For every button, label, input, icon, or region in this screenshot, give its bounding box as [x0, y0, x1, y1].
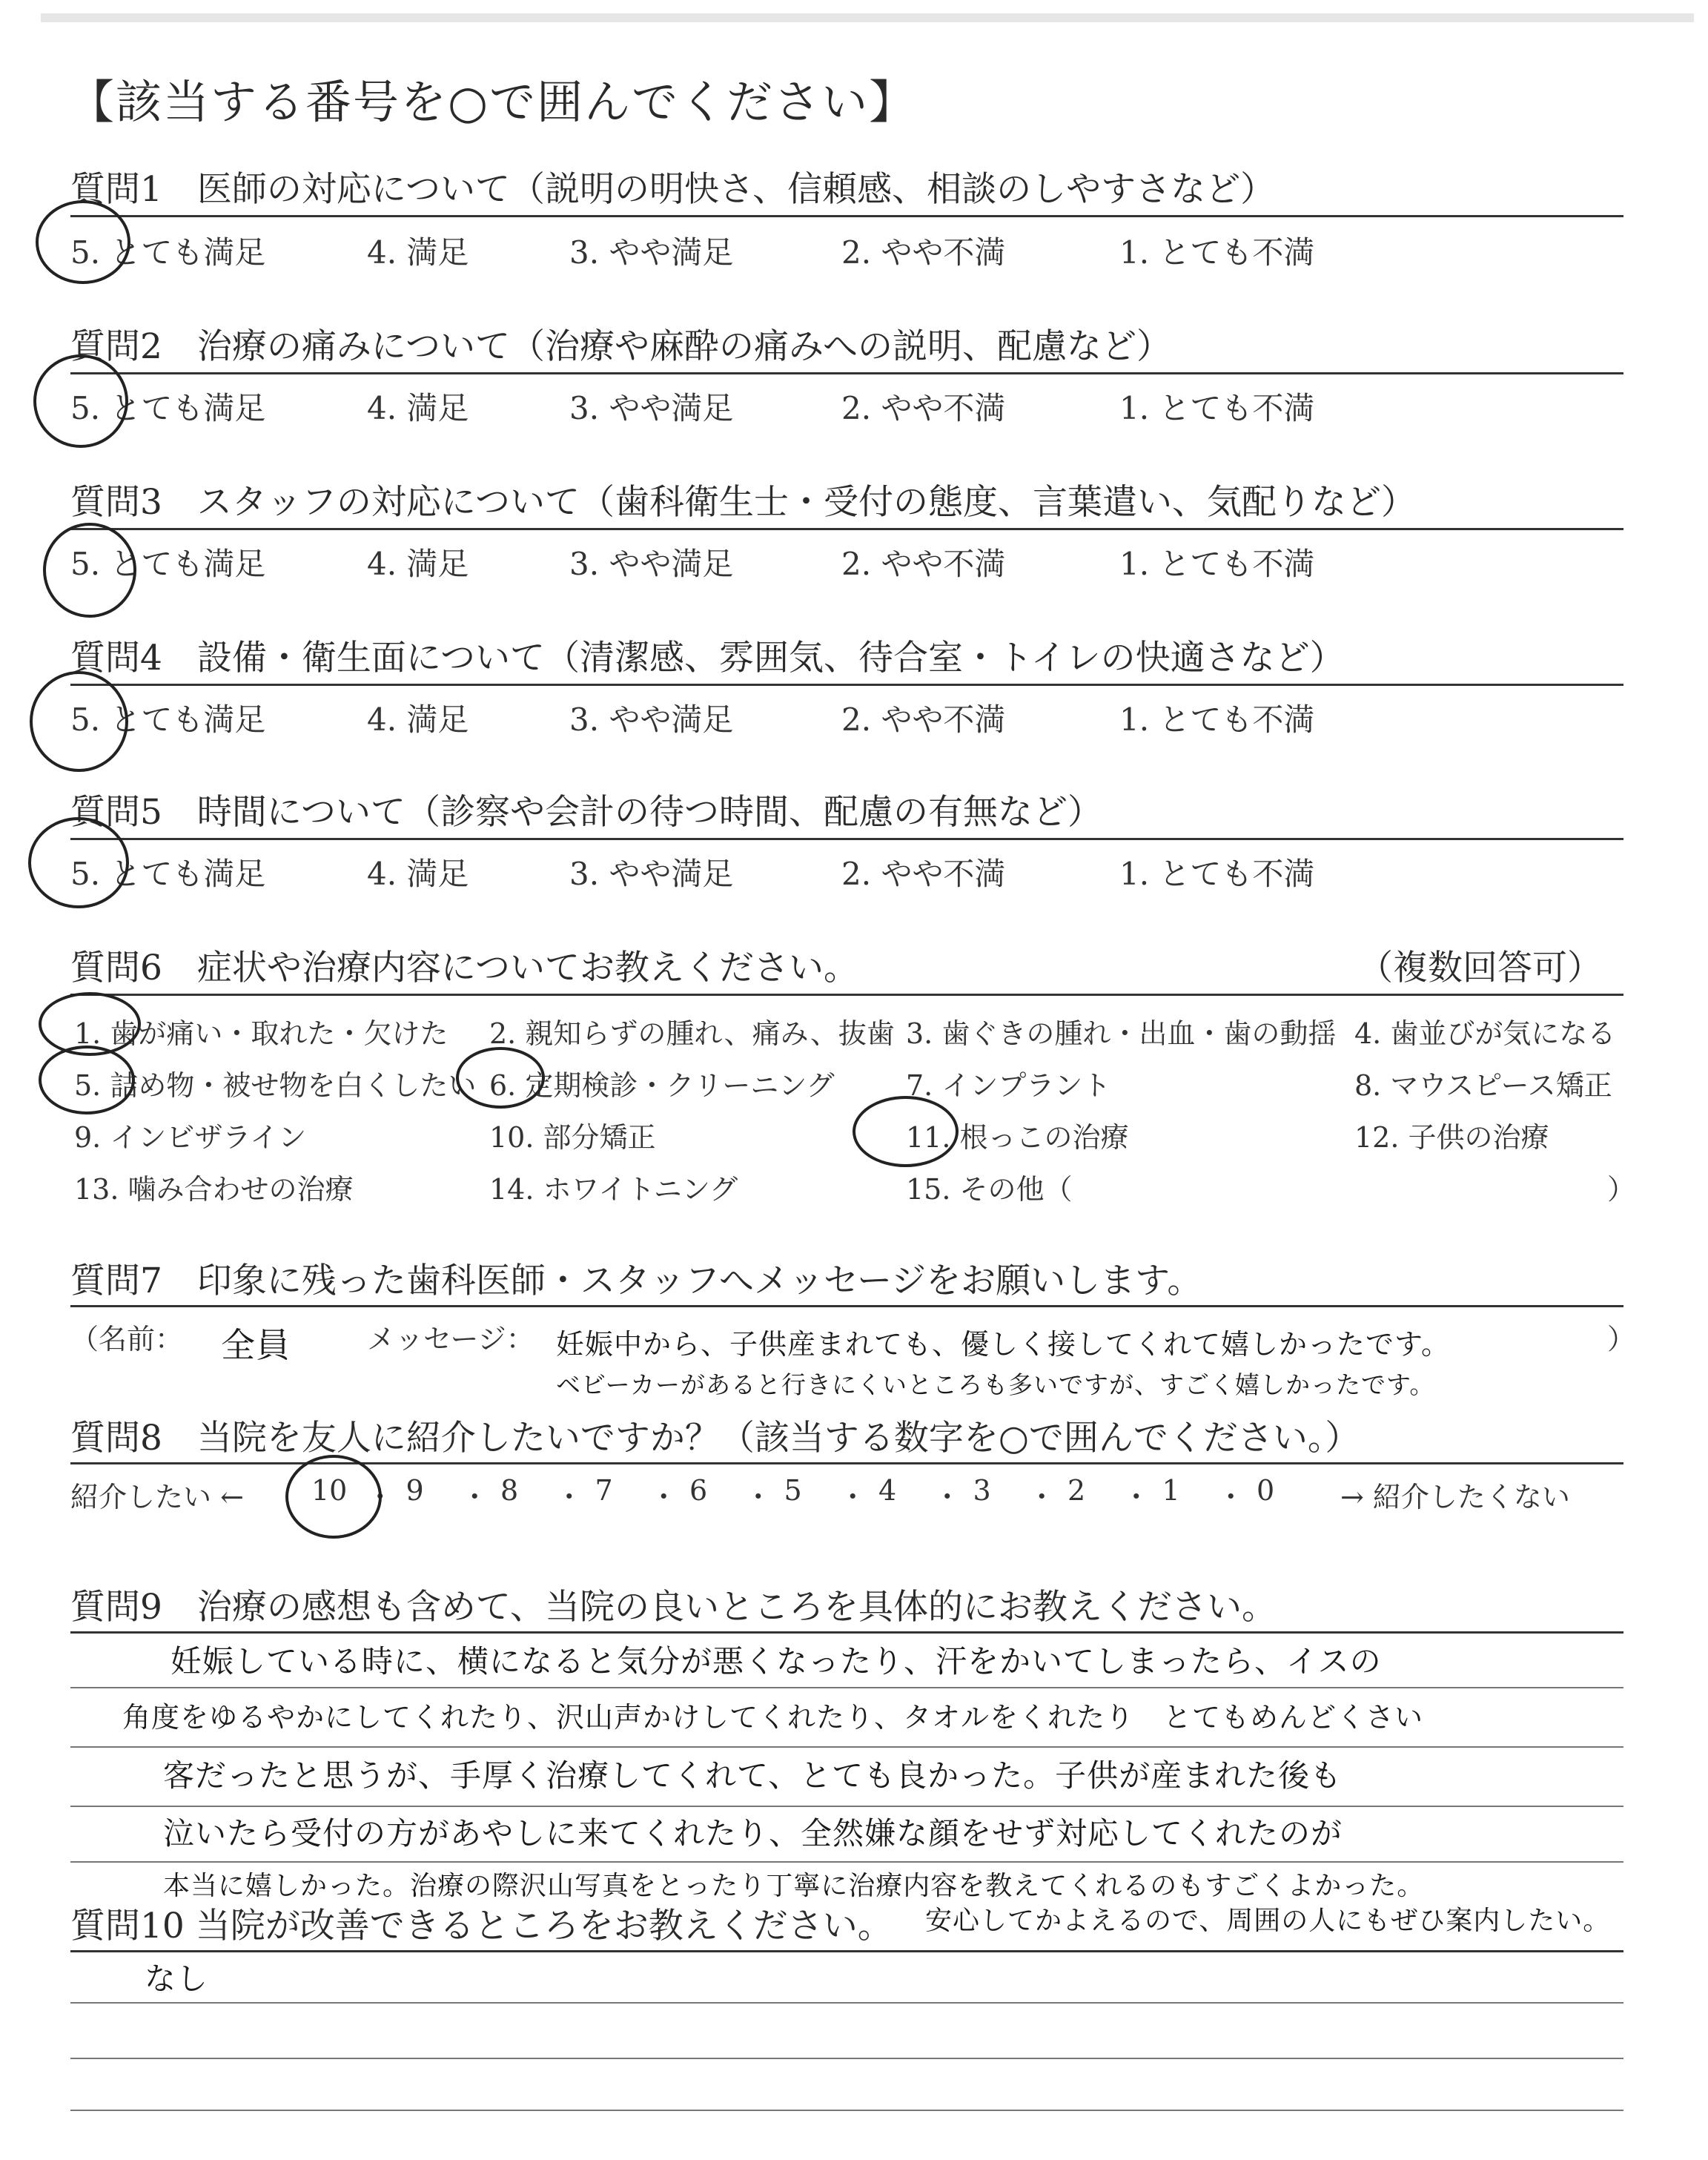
q4-option-4[interactable]: 4. 満足 — [367, 701, 469, 738]
q1-rule — [70, 215, 1623, 217]
q2-option-2[interactable]: 2. やや不満 — [841, 390, 1006, 426]
q3-option-1[interactable]: 1. とても不満 — [1119, 546, 1315, 582]
q5-option-5[interactable]: 5. とても満足 — [70, 856, 266, 892]
q9-answer-line-5[interactable]: 本当に嬉しかった。治療の際沢山写真をとったり丁寧に治療内容を教えてくれるのもすごくよかった。 — [163, 1871, 1425, 1901]
q10-continued-answer[interactable]: 安心してかよえるので、周囲の人にもぜひ案内したい。 — [925, 1906, 1611, 1936]
q3-option-2[interactable]: 2. やや不満 — [841, 546, 1006, 582]
q8-scale-separator: ・ — [933, 1481, 961, 1513]
q8-scale-separator: ・ — [744, 1481, 772, 1513]
q2-option-1[interactable]: 1. とても不満 — [1119, 390, 1315, 426]
q4-option-1[interactable]: 1. とても不満 — [1119, 701, 1315, 738]
q7-message-label: メッセージ： — [367, 1323, 534, 1355]
q8-scale-number[interactable]: 9 — [406, 1474, 424, 1507]
q5-option-1[interactable]: 1. とても不満 — [1119, 856, 1315, 892]
q2-option-5[interactable]: 5. とても満足 — [70, 390, 266, 426]
q3-option-5[interactable]: 5. とても満足 — [70, 546, 266, 582]
q9-line-1 — [70, 1687, 1623, 1688]
q6-option-10[interactable]: 10. 部分矯正 — [489, 1121, 656, 1154]
q6-option-12[interactable]: 12. 子供の治療 — [1354, 1121, 1549, 1154]
q7-title: 質問7 印象に残った歯科医師・スタッフへメッセージをお願いします。 — [70, 1261, 1202, 1301]
q7-rule — [70, 1305, 1623, 1307]
q7-name-label: （名前： — [70, 1323, 184, 1355]
q6-option-7[interactable]: 7. インプラント — [906, 1069, 1111, 1102]
q6-option-6[interactable]: 6. 定期検診・クリーニング — [489, 1069, 835, 1102]
q8-scale-number[interactable]: 0 — [1257, 1474, 1275, 1507]
q8-scale-separator: ・ — [555, 1481, 583, 1513]
q5-selection-circle — [28, 817, 129, 908]
q1-title: 質問1 医師の対応について（説明の明快さ、信頼感、相談のしやすさなど） — [70, 169, 1276, 210]
q2-selection-circle — [33, 354, 128, 448]
instruction-heading: 【該当する番号を○で囲んでください】 — [68, 75, 917, 129]
q9-line-2 — [70, 1746, 1623, 1748]
q10-answer[interactable]: なし — [145, 1961, 209, 1997]
q4-option-2[interactable]: 2. やや不満 — [841, 701, 1006, 738]
q5-rule — [70, 838, 1623, 840]
q9-answer-line-2[interactable]: 角度をゆるやかにしてくれたり、沢山声かけしてくれたり、タオルをくれたり とてもめんどくさい — [122, 1701, 1424, 1734]
q6-option-3[interactable]: 3. 歯ぐきの腫れ・出血・歯の動揺 — [906, 1017, 1337, 1050]
q7-message-line-2[interactable]: ベビーカーがあると行きにくいところも多いですが、すごく嬉しかったです。 — [556, 1370, 1435, 1399]
q8-scale-number[interactable]: 4 — [878, 1474, 897, 1507]
q6-option-2[interactable]: 2. 親知らずの腫れ、痛み、抜歯 — [489, 1017, 895, 1050]
q10-line-3 — [70, 2110, 1623, 2111]
q6-option-1[interactable]: 1. 歯が痛い・取れた・欠けた — [74, 1017, 448, 1050]
q4-selection-circle — [30, 671, 128, 772]
q8-scale-separator: ・ — [1027, 1481, 1056, 1513]
q5-option-3[interactable]: 3. やや満足 — [569, 856, 734, 892]
q6-option-5-circle — [39, 1046, 135, 1114]
q7-message-line-1[interactable]: 妊娠中から、子供産まれても、優しく接してくれて嬉しかったです。 — [556, 1328, 1450, 1361]
q7-close-paren: ） — [1607, 1323, 1636, 1355]
q8-scale-number[interactable]: 3 — [973, 1474, 991, 1507]
q6-option-4[interactable]: 4. 歯並びが気になる — [1354, 1017, 1616, 1050]
q6-title: 質問6 症状や治療内容についてお教えください。 — [70, 948, 858, 988]
q4-title: 質問4 設備・衛生面について（清潔感、雰囲気、待合室・トイレの快適さなど） — [70, 638, 1345, 678]
q6-multi-answer-note: （複数回答可） — [1358, 948, 1602, 988]
q3-rule — [70, 528, 1623, 530]
q4-option-3[interactable]: 3. やや満足 — [569, 701, 734, 738]
q8-scale-number[interactable]: 10 — [311, 1474, 348, 1507]
q5-title: 質問5 時間について（診察や会計の待つ時間、配慮の有無など） — [70, 792, 1102, 833]
q1-selection-circle — [36, 200, 130, 284]
q8-scale-separator: ・ — [365, 1481, 394, 1513]
q9-line-3 — [70, 1806, 1623, 1807]
q6-option-15-other[interactable]: 15. その他（ — [906, 1173, 1073, 1206]
q5-option-2[interactable]: 2. やや不満 — [841, 856, 1006, 892]
q8-scale-number[interactable]: 1 — [1162, 1474, 1180, 1507]
q3-selection-circle — [43, 523, 136, 618]
q10-rule — [70, 1950, 1623, 1952]
q8-scale-separator: ・ — [1217, 1481, 1245, 1513]
scan-edge — [41, 13, 1694, 22]
q8-scale-separator: ・ — [838, 1481, 867, 1513]
q8-scale-separator: ・ — [1122, 1481, 1151, 1513]
q6-option-11[interactable]: 11. 根っこの治療 — [906, 1121, 1129, 1154]
q10-line-2 — [70, 2058, 1623, 2059]
q4-rule — [70, 684, 1623, 686]
q8-scale-separator: ・ — [460, 1481, 489, 1513]
q2-option-3[interactable]: 3. やや満足 — [569, 390, 734, 426]
q8-right-label: → 紹介したくない — [1340, 1481, 1570, 1513]
q10-line-1 — [70, 2002, 1623, 2004]
q3-option-3[interactable]: 3. やや満足 — [569, 546, 734, 582]
q8-scale-number[interactable]: 8 — [500, 1474, 519, 1507]
q9-answer-line-4[interactable]: 泣いたら受付の方があやしに来てくれたり、全然嫌な顔をせず対応してくれたのが — [163, 1815, 1343, 1852]
q1-option-5[interactable]: 5. とても満足 — [70, 234, 266, 271]
q8-scale-number[interactable]: 5 — [784, 1474, 802, 1507]
q6-other-close-paren: ） — [1607, 1173, 1636, 1206]
q6-option-13[interactable]: 13. 噛み合わせの治療 — [74, 1173, 354, 1206]
q8-title: 質問8 当院を友人に紹介したいですか？（該当する数字を○で囲んでください。） — [70, 1418, 1360, 1459]
q6-option-11-circle — [853, 1096, 959, 1167]
q8-left-label: 紹介したい ← — [70, 1481, 244, 1513]
q6-option-14[interactable]: 14. ホワイトニング — [489, 1173, 738, 1206]
q1-option-2[interactable]: 2. やや不満 — [841, 234, 1006, 271]
q9-answer-line-3[interactable]: 客だったと思うが、手厚く治療してくれて、とても良かった。子供が産まれた後も — [163, 1757, 1343, 1794]
q3-title: 質問3 スタッフの対応について（歯科衛生士・受付の態度、言葉遣い、気配りなど） — [70, 482, 1416, 523]
q2-option-4[interactable]: 4. 満足 — [367, 390, 469, 426]
q9-line-4 — [70, 1861, 1623, 1863]
q8-scale-number[interactable]: 6 — [689, 1474, 708, 1507]
q7-name-value[interactable]: 全員 — [221, 1325, 291, 1365]
q1-option-1[interactable]: 1. とても不満 — [1119, 234, 1315, 271]
q8-scale-separator: ・ — [649, 1481, 678, 1513]
q5-option-4[interactable]: 4. 満足 — [367, 856, 469, 892]
q6-option-5[interactable]: 5. 詰め物・被せ物を白くしたい — [74, 1069, 477, 1102]
q6-option-6-circle — [456, 1047, 545, 1109]
q8-scale-number[interactable]: 7 — [595, 1474, 613, 1507]
q4-option-5[interactable]: 5. とても満足 — [70, 701, 266, 738]
q3-option-4[interactable]: 4. 満足 — [367, 546, 469, 582]
q10-title: 質問10 当院が改善できるところをお教えください。 — [70, 1906, 893, 1946]
q9-rule — [70, 1631, 1623, 1634]
q2-title: 質問2 治療の痛みについて（治療や麻酔の痛みへの説明、配慮など） — [70, 326, 1172, 367]
q8-scale-number[interactable]: 2 — [1068, 1474, 1086, 1507]
q1-option-4[interactable]: 4. 満足 — [367, 234, 469, 271]
q9-title: 質問9 治療の感想も含めて、当院の良いところを具体的にお教えください。 — [70, 1587, 1277, 1628]
q8-selection-circle — [285, 1455, 382, 1539]
q1-option-3[interactable]: 3. やや満足 — [569, 234, 734, 271]
q6-rule — [70, 994, 1623, 996]
q6-option-8[interactable]: 8. マウスピース矯正 — [1354, 1069, 1612, 1102]
q2-rule — [70, 372, 1623, 374]
q6-option-9[interactable]: 9. インビザライン — [74, 1121, 307, 1154]
q9-answer-line-1[interactable]: 妊娠している時に、横になると気分が悪くなったり、汗をかいてしまったら、イスの — [171, 1643, 1382, 1680]
